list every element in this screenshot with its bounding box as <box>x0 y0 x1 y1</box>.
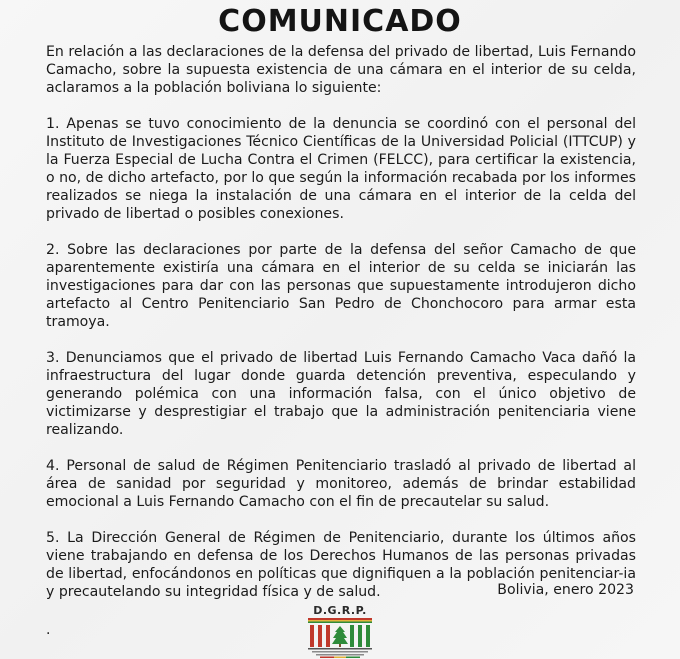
trailing-mark: . <box>46 622 51 638</box>
prison-emblem-icon <box>306 618 374 658</box>
point-3-paragraph: 3. Denunciamos que el privado de libertad Luis Fernando Camacho Vaca dañó la infraestructura del lugar donde guarda detención preventiva, especulando y generando polémica con una información falsa, con el único objetivo de victimizarse y desprestigiar el trabajo que la administración penitenciaria viene realizando. <box>46 350 636 438</box>
point-1-paragraph: 1. Apenas se tuvo conocimiento de la denuncia se coordinó con el personal del Instituto de Investigaciones Técnico Científicas de la Universidad Policial (ITTCUP) y la Fuerza Especial de Lucha Contra el Crimen (FELCC), para certificar la existencia, o no, de dicho artefacto, por lo que según la información recabada por los informes realizados se niega la instalación de una cámara en el interior de la celda del privado de libertad o posibles conexiones. <box>46 116 636 222</box>
document-title: COMUNICADO <box>218 4 462 39</box>
logo-label: D.G.R.P. <box>313 604 367 617</box>
dgrp-logo <box>302 604 378 659</box>
point-5-paragraph: 5. La Dirección General de Régimen de Penitenciario, durante los últimos años viene trabajando en defensa de los Derechos Humanos de las personas privadas de libertad, enfocándonos en políticas que dignifiquen a la población penitenciar-ia y precautelando su integridad física y de salud. <box>46 530 636 600</box>
intro-paragraph: En relación a las declaraciones de la defensa del privado de libertad, Luis Fernando Camacho, sobre la supuesta existencia de una cámara en el interior de su celda, aclaramos a la población boliviana lo siguiente: <box>46 44 636 96</box>
point-2-paragraph: 2. Sobre las declaraciones por parte de la defensa del señor Camacho de que aparentemente existiría una cámara en el interior de su celda se iniciarán las investigaciones para dar con las personas que supuestamente introdujeron dicho artefacto al Centro Penitenciario San Pedro de Chonchocoro para armar esta tramoya. <box>46 242 636 330</box>
point-4-paragraph: 4. Personal de salud de Régimen Penitenciario trasladó al privado de libertad al área de sanidad por seguridad y monitoreo, además de brindar estabilidad emocional a Luis Fernando Camacho con el fin de precautelar su salud. <box>46 458 636 510</box>
document-body <box>46 43 636 619</box>
place-date: Bolivia, enero 2023 <box>497 582 634 598</box>
